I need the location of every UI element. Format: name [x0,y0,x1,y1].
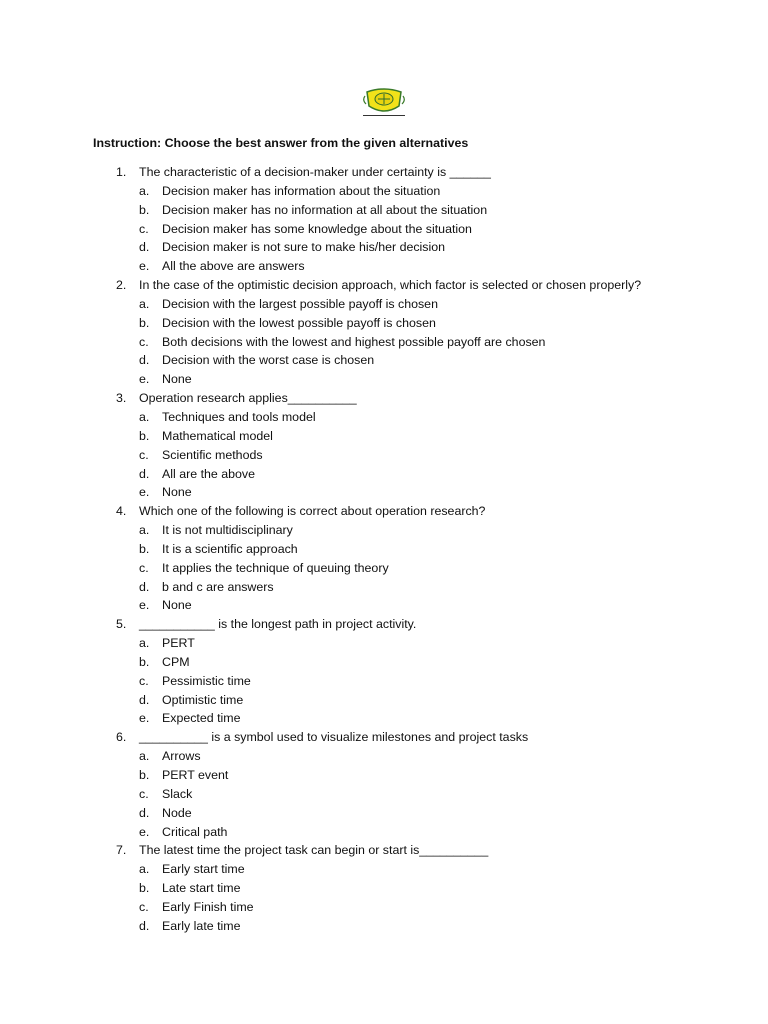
option-text: Decision maker has information about the situation [162,183,441,198]
option-text: Decision with the lowest possible payoff is chosen [162,315,436,330]
option-letter: c. [139,334,149,349]
question-text: Which one of the following is correct about operation research? [139,504,486,519]
option-text: Late start time [162,881,241,896]
option-text: Scientific methods [162,447,263,462]
option-letter: b. [139,315,150,330]
answer-option [0,860,768,879]
answer-option [0,578,768,597]
option-letter: b. [139,428,150,443]
answer-option [0,521,768,540]
option-text: All the above are answers [162,259,305,274]
option-letter: c. [139,560,149,575]
question-item [0,276,768,295]
option-letter: e. [139,372,150,387]
option-letter: c. [139,786,149,801]
question-text: The latest time the project task can begin or start is__________ [139,843,489,858]
option-letter: d. [139,240,150,255]
option-text: PERT [162,636,195,651]
question-item [0,728,768,747]
answer-option [0,634,768,653]
question-item [0,502,768,521]
answer-option [0,691,768,710]
option-letter: a. [139,749,150,764]
question-text: The characteristic of a decision-maker under certainty is ______ [139,165,491,179]
option-text: It is not multidisciplinary [162,523,293,538]
option-text: Optimistic time [162,692,244,707]
option-text: None [162,372,192,387]
question-number: 7. [116,843,127,858]
option-letter: b. [139,768,150,782]
option-text: Early late time [162,918,241,933]
option-text: Early start time [162,862,245,877]
option-letter: a. [139,183,150,198]
option-letter: a. [139,862,150,877]
answer-option [0,238,768,257]
option-text: Decision maker has no information at all about the situation [162,202,488,217]
answer-option [0,201,768,220]
answer-option [0,879,768,898]
option-letter: d. [139,805,150,820]
question-number: 2. [116,278,127,293]
question-number: 1. [116,165,127,179]
answer-option [0,295,768,314]
option-text: None [162,485,192,500]
option-text: Techniques and tools model [162,409,316,424]
option-letter: d. [139,466,150,481]
option-letter: b. [139,202,150,217]
answer-option [0,220,768,239]
option-text: Both decisions with the lowest and highest possible payoff are chosen [162,334,546,349]
option-text: It is a scientific approach [162,541,298,556]
option-letter: c. [139,673,149,688]
option-text: Early Finish time [162,899,254,914]
option-letter: c. [139,221,149,236]
instruction-heading: Instruction: Choose the best answer from the given alternatives [93,136,469,150]
option-letter: a. [139,636,150,651]
answer-option [0,785,768,804]
question-number: 4. [116,504,127,519]
answer-option [0,257,768,276]
answer-option [0,483,768,502]
option-letter: e. [139,824,150,839]
option-letter: d. [139,353,150,368]
option-letter: c. [139,899,149,914]
option-text: b and c are answers [162,579,274,594]
answer-option [0,823,768,842]
option-text: It applies the technique of queuing theory [162,560,389,575]
option-text: PERT event [162,768,229,782]
answer-option [0,540,768,559]
option-letter: d. [139,692,150,707]
question-text: In the case of the optimistic decision approach, which factor is selected or chosen properly? [139,278,642,293]
question-text: Operation research applies__________ [139,391,357,406]
question-number: 3. [116,391,127,406]
answer-option [0,446,768,465]
answer-option [0,804,768,823]
question-text: __________ is a symbol used to visualize milestones and project tasks [139,730,529,745]
answer-option [0,465,768,484]
option-letter: a. [139,409,150,424]
answer-option [0,314,768,333]
option-text: Arrows [162,749,201,764]
option-text: Decision maker has some knowledge about the situation [162,221,472,236]
option-letter: b. [139,881,150,896]
option-letter: a. [139,296,150,311]
answer-option [0,427,768,446]
answer-option [0,596,768,615]
answer-option [0,653,768,672]
option-letter: a. [139,523,150,538]
question-number: 5. [116,617,127,632]
option-letter: d. [139,918,150,933]
option-letter: e. [139,711,150,726]
option-text: Decision with the worst case is chosen [162,353,375,368]
question-list [0,163,768,936]
option-text: Pessimistic time [162,673,251,688]
option-letter: b. [139,541,150,556]
option-letter: b. [139,654,150,669]
option-letter: c. [139,447,149,462]
option-text: None [162,598,192,613]
answer-option [0,672,768,691]
answer-option [0,182,768,201]
answer-option [0,898,768,917]
option-text: Node [162,805,192,820]
question-item [0,841,768,860]
answer-option [0,747,768,766]
option-text: Expected time [162,711,241,726]
answer-option [0,559,768,578]
question-item [0,389,768,408]
answer-option [0,351,768,370]
answer-option [0,370,768,389]
answer-option [0,333,768,352]
option-text: Decision with the largest possible payoff is chosen [162,296,438,311]
answer-option [0,709,768,728]
option-letter: e. [139,485,150,500]
emblem-icon [361,86,407,116]
option-text: Mathematical model [162,428,273,443]
option-text: Decision maker is not sure to make his/her decision [162,240,446,255]
answer-option [0,766,768,785]
answer-option [0,917,768,936]
option-letter: e. [139,598,150,613]
option-text: Critical path [162,824,228,839]
question-item [0,163,768,182]
question-number: 6. [116,730,127,745]
question-item [0,615,768,634]
answer-option [0,408,768,427]
option-text: CPM [162,654,190,669]
institution-logo [361,86,407,118]
option-letter: e. [139,259,150,274]
option-letter: d. [139,579,150,594]
question-text: ___________ is the longest path in project activity. [139,617,417,632]
logo-underline [363,115,405,116]
option-text: All are the above [162,466,255,481]
option-text: Slack [162,786,193,801]
